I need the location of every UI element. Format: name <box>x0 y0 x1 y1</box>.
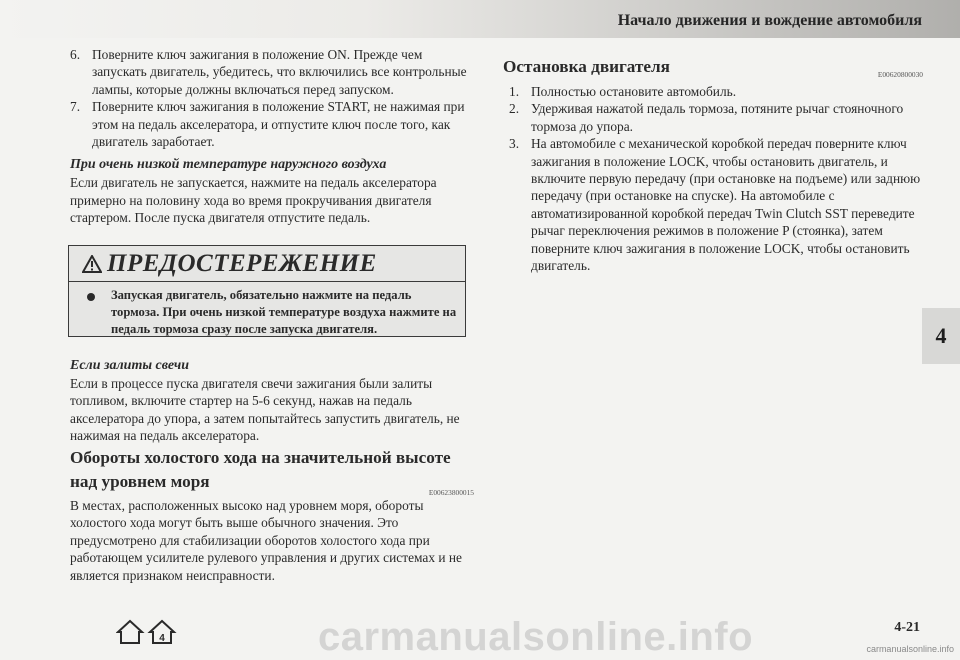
chapter-tab <box>922 308 960 364</box>
flooded-text: Если в процессе пуска двигателя свечи зажигания были залиты топливом, включите стартер на 5-6 секунд, нажав на педаль акселератора до упора, а затем попытайтесь запустить двигатель, не нажимая на педаль акселератора. <box>70 376 460 444</box>
idle-heading: Обороты холостого хода на значительной высоте над уровнем моря <box>70 448 451 491</box>
step-text: Поверните ключ зажигания в положение ON. Прежде чем запускать двигатель, убедитесь, что включились все контрольные лампы, которые должны включаться перед запуском. <box>92 47 467 97</box>
step-number: 1. <box>509 84 520 99</box>
step-text: Полностью остановите автомобиль. <box>531 84 737 99</box>
stop-engine-code: E00620800030 <box>877 70 923 79</box>
watermark-large: carmanualsonline.info <box>318 615 754 659</box>
step-6 <box>70 46 474 98</box>
stop-engine-heading: Остановка двигателя <box>503 57 670 76</box>
idle-section <box>70 446 474 584</box>
step-number: 7. <box>70 99 81 115</box>
watermark: carmanualsonline.info <box>866 644 954 654</box>
warning-triangle-icon <box>82 255 102 273</box>
left-column <box>70 46 474 227</box>
chapter-title: Начало движения и вождение автомобиля <box>617 12 922 29</box>
footer-nav <box>116 618 180 651</box>
step-number: 6. <box>70 47 81 62</box>
flooded-heading: Если залиты свечи <box>70 358 190 373</box>
warning-title: ПРЕДОСТЕРЕЖЕНИЕ <box>107 250 377 277</box>
stop-step-2 <box>509 100 923 135</box>
step-text: На автомобиле с механической коробкой передач поверните ключ зажигания в положение LOCK, чтобы остановить двигатель, и включите первую передачу (при остановке на подъеме) или заднюю передачу (при остановке на спуске). На автомобиле с автоматизированной коробкой передач Twin Clutch SST переведите рычаг переключения режимов в положение P (стоянка), затем поверните ключ зажигания в положение LOCK, чтобы остановить двигатель. <box>531 136 921 274</box>
warning-box <box>68 245 466 337</box>
chapter-tab-label: 4 <box>935 323 947 348</box>
low-temp-heading: При очень низкой температуре наружного воздуха <box>70 157 387 173</box>
chapter-home-label: 4 <box>159 633 165 644</box>
warning-text: Запуская двигатель, обязательно нажмите на педаль тормоза. При очень низкой температуре воздуха нажмите на педаль тормоза сразу после запуска двигателя. <box>111 288 457 336</box>
page-number: 4-21 <box>894 620 920 635</box>
step-number: 3. <box>509 136 520 152</box>
home-icon[interactable] <box>116 618 180 646</box>
stop-step-1 <box>509 83 923 100</box>
step-text: Поверните ключ зажигания в положение START, не нажимая при этом на педаль акселератора, и отпустите ключ после того, как двигатель заработает. <box>92 99 465 150</box>
warning-body <box>69 282 465 338</box>
step-text: Удерживая нажатой педаль тормоза, потяните рычаг стояночного тормоза до упора. <box>531 101 904 134</box>
header-band <box>0 0 960 38</box>
stop-step-3 <box>509 135 923 274</box>
idle-code: E00623800015 <box>428 488 474 497</box>
step-number: 2. <box>509 101 520 117</box>
bullet-icon <box>87 293 95 301</box>
right-column <box>503 38 923 274</box>
idle-text: В местах, расположенных высоко над уровнем моря, обороты холостого хода могут быть выше обычного значения. Это предусмотрено для стабилизации оборотов холостого хода при работающем усилителе рулевого управления и других системах и не является признаком неисправности. <box>70 498 463 583</box>
step-7 <box>70 98 474 150</box>
warning-header <box>69 246 465 282</box>
low-temp-text: Если двигатель не запускается, нажмите на педаль акселератора примерно на половину хода во время прокручивания двигателя стартером. После пуска двигателя отпустите педаль. <box>70 175 437 226</box>
flooded-section <box>70 357 474 445</box>
stop-steps <box>503 83 923 274</box>
